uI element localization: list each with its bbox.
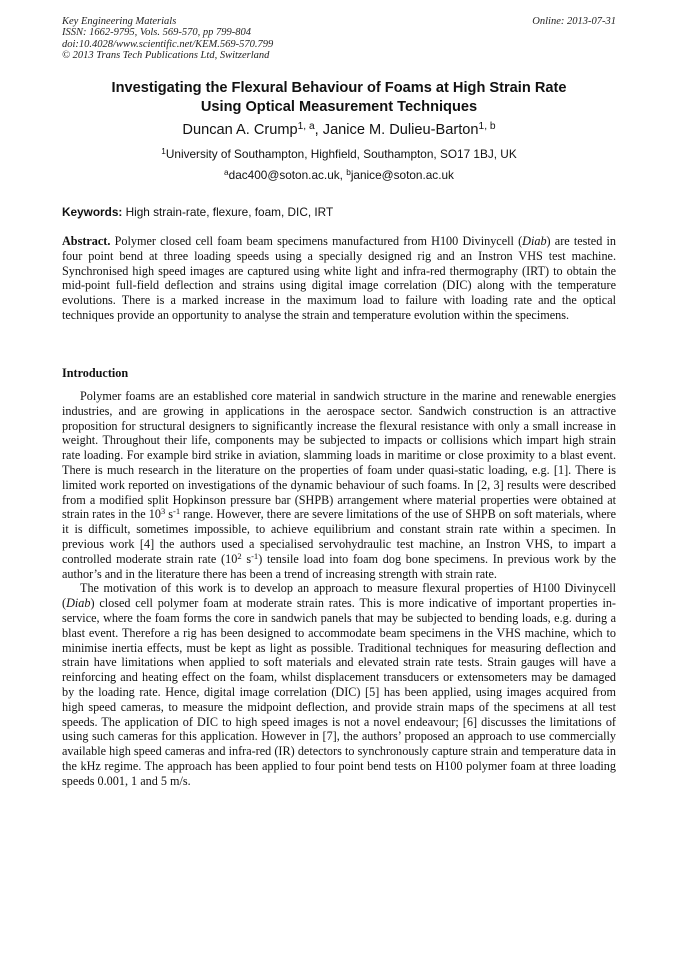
- copyright-line: © 2013 Trans Tech Publications Ltd, Switzerland: [62, 49, 270, 61]
- p1-text-e: ) tensile load into foam dog bone specimens. In previous work by the author’s and in the literature there has been a trend of increasing strength with strain rate.: [62, 551, 616, 581]
- p1-sup-2: -1: [173, 506, 181, 517]
- author-list: [62, 121, 616, 139]
- abstract-diab: Diab: [522, 234, 547, 248]
- author-1: Duncan A. Crump: [182, 122, 298, 138]
- p1-sup-4: -1: [251, 550, 259, 561]
- issn-line: ISSN: 1662-9795, Vols. 569-570, pp 799-804: [62, 27, 251, 39]
- abstract: [62, 234, 616, 323]
- abstract-text-1: Polymer closed cell foam beam specimens manufactured from H100 Divinycell (: [110, 234, 523, 248]
- email-b-sup: b: [346, 167, 351, 177]
- p2-text-b: ) closed cell polymer foam at moderate strain rates. This is more indicative of important properties in-service, where the foam forms the core in sandwich panels that may be subjected to bending loads, e.g. during a blast event. Therefore a rig has been designed to accommodate beam specimens in the VHS machine, which to minimise inertia effects, must be kept as light as possible. Traditional techniques for measuring deflection and strain have limitations when applied to soft materials and elevated strain rate tests. Strain gauges will have a reinforcing and heating effect on the foam, whilst displacement transducers or extensometers may be damaged by the loading rate. Hence, digital image correlation (DIC) [5] has been applied, using images acquired from high speed cameras, to measure the midpoint deflection, and provide strain maps of the specimens at all test speeds. The application of DIC to high speed images is not a novel endeavour; [6] discusses the limitations of using such cameras for this application. However in [7], the authors’ proposed an approach to use commercially available high speed cameras and infra-red (IR) detectors to synchronously capture strain and temperature data in the kHz regime. The approach has been applied to four point bend tests on H100 polymer foam at three loading speeds 0.001, 1 and 5 m/s.: [62, 596, 616, 788]
- email-b: janice@soton.ac.uk: [350, 168, 454, 182]
- title-line-1: Investigating the Flexural Behaviour of Foams at High Strain Rate: [111, 80, 567, 96]
- author-separator: ,: [314, 122, 323, 138]
- author-2-affil-sup: 1, b: [478, 120, 496, 132]
- author-emails: [62, 168, 616, 183]
- p1-text-c: range. However, there are severe limitations of the use of SHPB on soft materials, where it is difficult, sometimes impossible, to achieve equilibrium and constant strain rate within a specimen. In previous work [4] the authors used a specialised servohydraulic test machine, an Instron VHS, to impart a controlled moderate strain rate (10: [62, 507, 617, 566]
- affiliation-text: University of Southampton, Highfield, Southampton, SO17 1BJ, UK: [165, 147, 517, 161]
- intro-paragraph-2: [62, 581, 616, 788]
- keywords: [62, 205, 616, 220]
- p2-diab: Diab: [66, 596, 91, 611]
- affiliation-sup: 1: [161, 146, 166, 156]
- keywords-label: Keywords:: [62, 205, 123, 219]
- author-1-affil-sup: 1, a: [297, 120, 315, 132]
- journal-name: Key Engineering Materials: [62, 16, 177, 27]
- p1-sup-3: 2: [237, 550, 242, 561]
- journal-header: [62, 16, 616, 61]
- paper-title: [62, 79, 616, 117]
- author-2: Janice M. Dulieu-Barton: [322, 122, 479, 138]
- intro-paragraph-1: [62, 389, 616, 581]
- abstract-label: Abstract.: [62, 234, 111, 248]
- p1-sup-1: 3: [160, 506, 166, 517]
- p1-text-a: Polymer foams are an established core material in sandwich structure in the marine and renewable energies industries, and are growing in applications in the aerospace sector. Sandwich construction is an attractive proposition for structural designers to significantly increase the flexural resistance with only a small increase in weight. Throughout their life, components may be subjected to impacts or collisions which impart high strain rate loading. For example bird strike in aviation, slamming loads in maritime or close proximity to a blast event. There is much research in the literature on the properties of foam under quasi-static loading, e.g. [1]. There is limited work reported on investigations of the dynamic behaviour of such foams. In [2, 3] results were described from a modified split Hopkinson pressure bar (SHPB) arrangement where material properties were obtained at strain rates in the 10: [62, 389, 616, 522]
- p1-text-b: s: [165, 507, 174, 522]
- title-line-2: Using Optical Measurement Techniques: [200, 99, 478, 115]
- introduction-heading: Introduction: [62, 366, 129, 380]
- keywords-text: High strain-rate, flexure, foam, DIC, IRT: [122, 205, 334, 219]
- doi-line: doi:10.4028/www.scientific.net/KEM.569-570.799: [62, 38, 274, 50]
- affiliation: [62, 147, 616, 162]
- email-a-sup: a: [224, 167, 229, 177]
- p1-text-d: s: [241, 551, 252, 566]
- introduction-body: [62, 389, 616, 789]
- online-date: Online: 2013-07-31: [532, 16, 616, 27]
- email-a: dac400@soton.ac.uk,: [228, 168, 347, 182]
- abstract-text-2: ) are tested in four point bend at three loading speeds using a specially designed rig and an Instron VHS test machine. Synchronised high speed images are captured using white light and infra-red thermography (IRT) to obtain the mid-point full-field deflection and strains using digital image correlation (DIC) along with the temperature evolutions. There is a marked increase in the maximum load to failure with loading rate and the optical techniques provide an opportunity to analyse the strain and temperature evolution within the specimens.: [62, 234, 616, 322]
- p2-text-a: The motivation of this work is to develop an approach to measure flexural properties of H100 Divinycell (: [62, 581, 616, 611]
